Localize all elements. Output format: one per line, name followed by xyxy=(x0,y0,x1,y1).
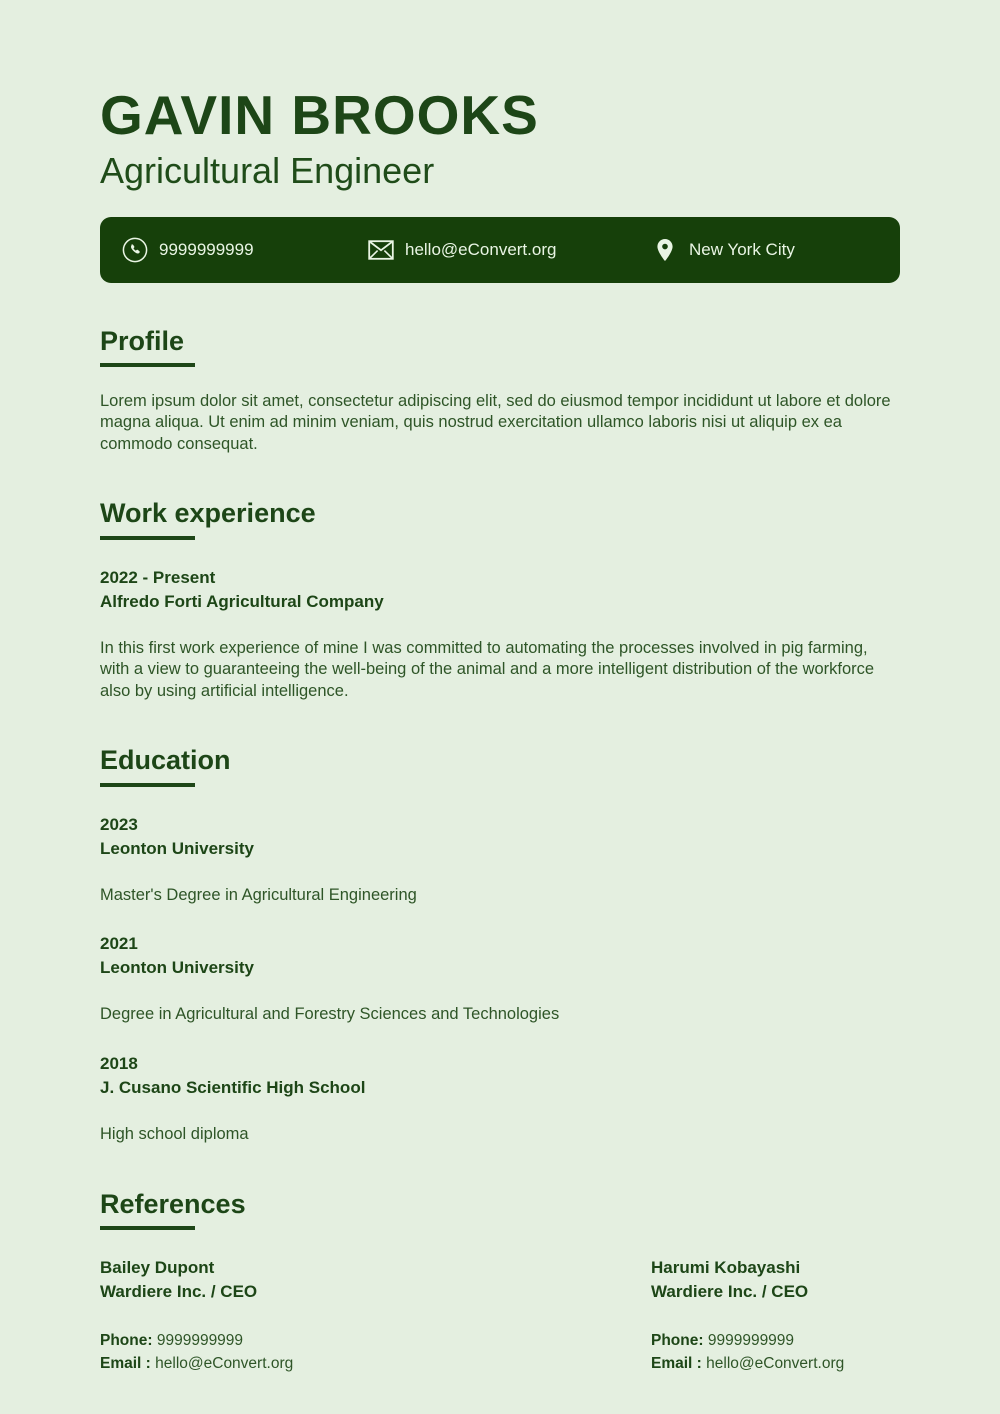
reference-email-value: hello@eConvert.org xyxy=(706,1354,845,1372)
heading-underline xyxy=(100,536,195,540)
reference-phone-value: 9999999999 xyxy=(707,1332,795,1350)
education-entry-year: 2018 xyxy=(100,1053,138,1073)
reference-header xyxy=(100,1256,651,1304)
education-entry-qualification: Degree in Agricultural and Forestry Sciences and Technologies xyxy=(100,1005,560,1024)
contact-phone xyxy=(122,217,254,283)
work-entry xyxy=(100,566,900,703)
profile-heading: Profile xyxy=(100,325,185,356)
location-pin-icon xyxy=(652,237,678,263)
reference-email-value: hello@eConvert.org xyxy=(155,1354,294,1372)
heading-underline xyxy=(100,783,195,787)
contact-email xyxy=(368,217,556,283)
reference-email-label: Email : xyxy=(651,1354,702,1372)
reference-role: Wardiere Inc. / CEO xyxy=(100,1282,258,1302)
reference-phone-value: 9999999999 xyxy=(156,1332,244,1350)
education-entry-school: J. Cusano Scientific High School xyxy=(100,1078,366,1097)
work-entry-period: 2022 - Present xyxy=(100,567,216,587)
references-grid xyxy=(100,1230,900,1375)
education-entry-year: 2023 xyxy=(100,814,138,834)
work-experience-heading: Work experience xyxy=(100,498,316,529)
reference-contact xyxy=(651,1330,900,1375)
contact-phone-value: 9999999999 xyxy=(159,239,254,259)
education-entry xyxy=(100,932,900,1026)
profile-body: Lorem ipsum dolor sit amet, consectetur adipiscing elit, sed do eiusmod tempor incididunt ut labore et dolore magna aliqua. Ut enim ad minim veniam, quis nostrud exercitation ullamco laboris nisi ut aliquip ex ea commodo consequat. xyxy=(100,391,891,453)
contact-bar xyxy=(100,217,900,283)
contact-location xyxy=(652,217,795,283)
section-profile xyxy=(100,327,900,456)
reference-email-line xyxy=(100,1353,651,1375)
work-entry-organization: Alfredo Forti Agricultural Company xyxy=(100,591,384,611)
education-entry-header xyxy=(100,813,900,861)
section-education xyxy=(100,746,900,1145)
contact-location-value: New York City xyxy=(689,239,795,259)
work-entry-header xyxy=(100,566,900,614)
work-entry-description: In this first work experience of mine I was committed to automating the processes involved in pig farming, with a view to guaranteeing the well-being of the animal and a more intelligent distribution of the workforce also by using artificial intelligence. xyxy=(100,638,875,700)
reference-phone-line xyxy=(100,1330,651,1352)
person-job-title: Agricultural Engineer xyxy=(100,150,435,191)
person-name: GAVIN BROOKS xyxy=(100,84,539,146)
education-entry-school: Leonton University xyxy=(100,958,254,978)
heading-underline xyxy=(100,363,195,367)
education-entry-header xyxy=(100,932,900,980)
reference-entry xyxy=(651,1230,900,1375)
education-entry-header xyxy=(100,1052,900,1100)
reference-entry xyxy=(100,1230,651,1375)
reference-phone-label: Phone: xyxy=(100,1332,153,1350)
section-work-experience xyxy=(100,499,900,702)
education-heading: Education xyxy=(100,745,231,776)
education-entry-qualification: High school diploma xyxy=(100,1125,249,1144)
reference-name: Bailey Dupont xyxy=(100,1257,215,1277)
reference-name: Harumi Kobayashi xyxy=(651,1257,801,1277)
reference-contact xyxy=(100,1330,651,1375)
reference-email-label: Email : xyxy=(100,1354,151,1372)
reference-phone-label: Phone: xyxy=(651,1332,704,1350)
education-entry-school: Leonton University xyxy=(100,838,254,858)
reference-header xyxy=(651,1256,900,1304)
section-references xyxy=(100,1190,900,1376)
envelope-icon xyxy=(368,237,394,263)
reference-phone-line xyxy=(651,1330,900,1352)
education-entry xyxy=(100,813,900,907)
education-entry-qualification: Master's Degree in Agricultural Engineering xyxy=(100,885,417,904)
reference-role: Wardiere Inc. / CEO xyxy=(651,1282,809,1302)
education-entry xyxy=(100,1052,900,1146)
education-entry-year: 2021 xyxy=(100,934,138,954)
reference-email-line xyxy=(651,1353,900,1375)
contact-email-value: hello@eConvert.org xyxy=(405,239,557,259)
phone-icon xyxy=(122,237,148,263)
references-heading: References xyxy=(100,1188,246,1219)
